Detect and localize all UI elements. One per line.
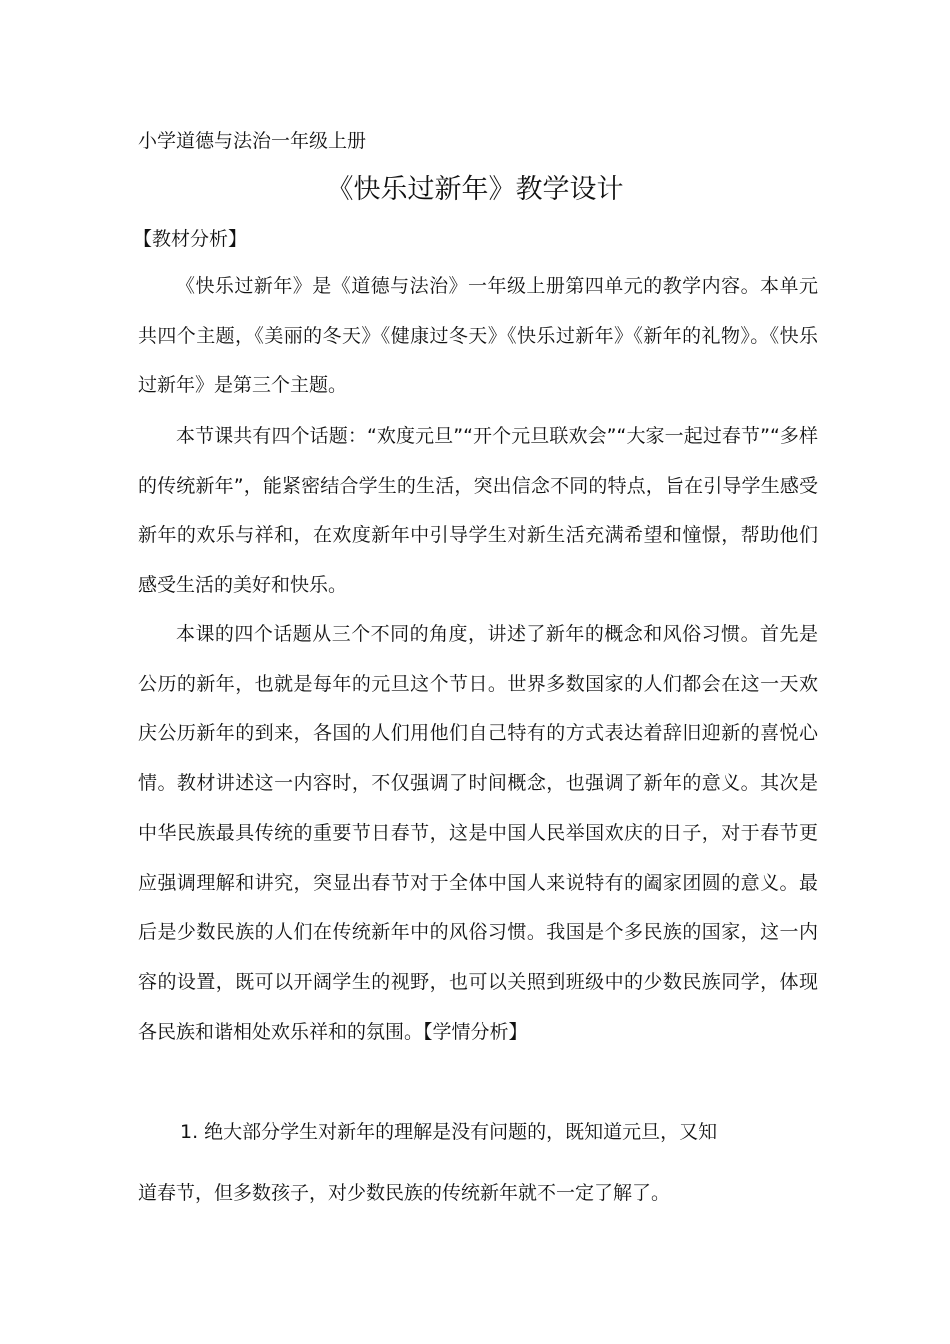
list-item-1-line-1: 1. 绝大部分学生对新年的理解是没有问题的，既知道元旦，又知	[180, 1121, 718, 1143]
document-title: 《快乐过新年》教学设计	[326, 174, 624, 205]
document-subtitle: 小学道德与法治一年级上册	[138, 130, 367, 152]
paragraph-3: 本课的四个话题从三个不同的角度，讲述了新年的概念和风俗习惯。首先是公历的新年，也就是每年的元旦这个节日。世界多数国家的人们都会在这一天欢庆公历新年的到来，各国的人们用他们自己特有的方式表达着辞旧迎新的喜悦心情。教材讲述这一内容时，不仅强调了时间概念，也强调了新年的意义。其次是中华民族最具传统的重要节日春节，这是中国人民举国欢庆的日子，对于春节更应强调理解和讲究，突显出春节对于全体中国人来说特有的阖家团圆的意义。最后是少数民族的人们在传统新年中的风俗习惯。我国是个多民族的国家，这一内容的设置，既可以开阔学生的视野，也可以关照到班级中的少数民族同学，体现各民族和谐相处欢乐祥和的氛围。【学情分析】	[138, 623, 818, 1043]
paragraph-1: 《快乐过新年》是《道德与法治》一年级上册第四单元的教学内容。本单元共四个主题，《美丽的冬天》《健康过冬天》《快乐过新年》《新年的礼物》。《快乐过新年》是第三个主题。	[138, 275, 818, 397]
list-item-1-line-2: 道春节，但多数孩子，对少数民族的传统新年就不一定了解了。	[138, 1182, 671, 1204]
paragraph-2: 本节课共有四个话题：“欢度元旦”“开个元旦联欢会”“大家一起过春节”“多样的传统新年”，能紧密结合学生的生活，突出信念不同的特点，旨在引导学生感受新年的欢乐与祥和，在欢度新年中引导学生对新生活充满希望和憧憬，帮助他们感受生活的美好和快乐。	[138, 425, 818, 597]
section-heading-textbook-analysis: 【教材分析】	[133, 228, 248, 250]
